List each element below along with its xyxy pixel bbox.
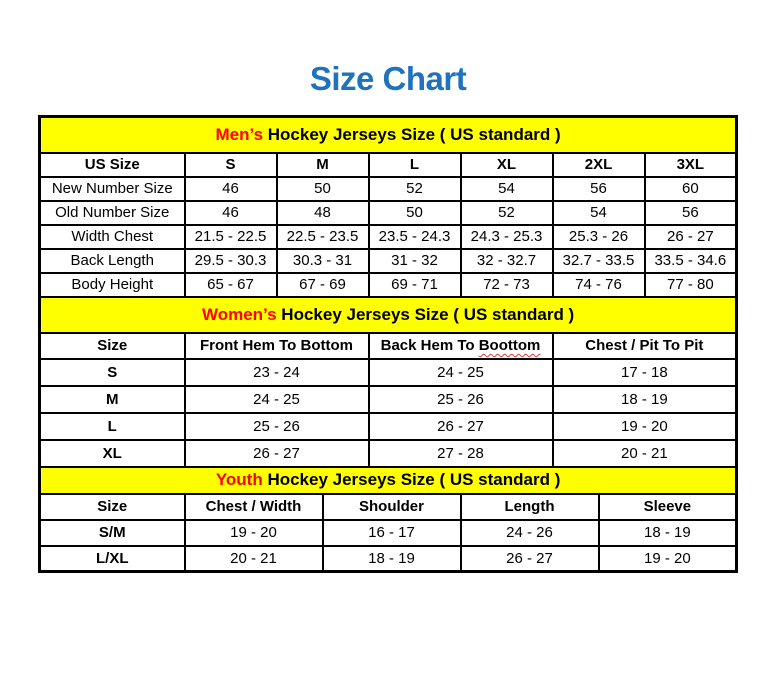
cell-value: 56 [645, 201, 737, 225]
column-header: Front Hem To Bottom [185, 333, 369, 359]
column-header: M [277, 153, 369, 177]
table-row [40, 386, 737, 413]
table-row [40, 177, 737, 201]
cell-value: 29.5 - 30.3 [185, 249, 277, 273]
cell-value: 25 - 26 [185, 413, 369, 440]
misspelled-word: Boottom [478, 337, 541, 354]
cell-value: 25.3 - 26 [553, 225, 645, 249]
column-header: Back Hem To Boottom [369, 333, 553, 359]
cell-value: 56 [553, 177, 645, 201]
section-band-row-youth [40, 467, 737, 494]
row-label: Body Height [40, 273, 185, 297]
cell-value: 74 - 76 [553, 273, 645, 297]
cell-value: 19 - 20 [553, 413, 737, 440]
cell-value: 67 - 69 [277, 273, 369, 297]
cell-value: 21.5 - 22.5 [185, 225, 277, 249]
cell-value: 22.5 - 23.5 [277, 225, 369, 249]
cell-value: 65 - 67 [185, 273, 277, 297]
row-label: S [40, 359, 185, 386]
row-label: Width Chest [40, 225, 185, 249]
table-row [40, 201, 737, 225]
cell-value: 60 [645, 177, 737, 201]
cell-value: 26 - 27 [185, 440, 369, 467]
cell-value: 19 - 20 [185, 520, 323, 546]
cell-value: 31 - 32 [369, 249, 461, 273]
cell-value: 69 - 71 [369, 273, 461, 297]
cell-value: 17 - 18 [553, 359, 737, 386]
cell-value: 26 - 27 [369, 413, 553, 440]
cell-value: 30.3 - 31 [277, 249, 369, 273]
row-label: XL [40, 440, 185, 467]
row-label: M [40, 386, 185, 413]
column-header: XL [461, 153, 553, 177]
header-row-youth [40, 494, 737, 520]
table-row [40, 440, 737, 467]
row-label: S/M [40, 520, 185, 546]
page-title: Size Chart [309, 60, 467, 97]
column-header: US Size [40, 153, 185, 177]
header-row-womens [40, 333, 737, 359]
section-band-text: Hockey Jerseys Size ( US standard ) [263, 124, 561, 144]
cell-value: 46 [185, 201, 277, 225]
cell-value: 24 - 25 [185, 386, 369, 413]
table-row [40, 546, 737, 572]
cell-value: 18 - 19 [323, 546, 461, 572]
cell-value: 50 [369, 201, 461, 225]
cell-value: 54 [461, 177, 553, 201]
column-header: L [369, 153, 461, 177]
cell-value: 20 - 21 [185, 546, 323, 572]
section-band-text: Hockey Jerseys Size ( US standard ) [276, 304, 575, 324]
section-band-accent: Youth [215, 470, 263, 489]
cell-value: 27 - 28 [369, 440, 553, 467]
cell-value: 46 [185, 177, 277, 201]
section-band [40, 467, 737, 494]
column-header: Shoulder [323, 494, 461, 520]
table-row [40, 249, 737, 273]
row-label: L/XL [40, 546, 185, 572]
cell-value: 48 [277, 201, 369, 225]
cell-value: 24 - 26 [461, 520, 599, 546]
cell-value: 18 - 19 [553, 386, 737, 413]
cell-value: 20 - 21 [553, 440, 737, 467]
column-header: 3XL [645, 153, 737, 177]
row-label: New Number Size [40, 177, 185, 201]
table-row [40, 413, 737, 440]
column-header: Size [40, 333, 185, 359]
cell-value: 50 [277, 177, 369, 201]
cell-value: 54 [553, 201, 645, 225]
row-label: Old Number Size [40, 201, 185, 225]
table-row [40, 225, 737, 249]
section-band-row-mens [40, 117, 737, 153]
section-band [40, 297, 737, 333]
cell-value: 24 - 25 [369, 359, 553, 386]
column-header: Sleeve [599, 494, 737, 520]
cell-value: 32.7 - 33.5 [553, 249, 645, 273]
section-band-row-womens [40, 297, 737, 333]
row-label: L [40, 413, 185, 440]
column-header: Size [40, 494, 185, 520]
cell-value: 25 - 26 [369, 386, 553, 413]
cell-value: 18 - 19 [599, 520, 737, 546]
size-chart-table [38, 115, 738, 573]
column-header: Chest / Pit To Pit [553, 333, 737, 359]
column-header: Length [461, 494, 599, 520]
section-band-accent: Women’s [201, 304, 277, 324]
cell-value: 33.5 - 34.6 [645, 249, 737, 273]
cell-value: 52 [369, 177, 461, 201]
table-row [40, 359, 737, 386]
cell-value: 32 - 32.7 [461, 249, 553, 273]
cell-value: 52 [461, 201, 553, 225]
section-band-text: Hockey Jerseys Size ( US standard ) [262, 470, 561, 489]
cell-value: 24.3 - 25.3 [461, 225, 553, 249]
cell-value: 16 - 17 [323, 520, 461, 546]
cell-value: 19 - 20 [599, 546, 737, 572]
column-header: S [185, 153, 277, 177]
cell-value: 26 - 27 [461, 546, 599, 572]
cell-value: 72 - 73 [461, 273, 553, 297]
section-band [40, 117, 737, 153]
column-header: 2XL [553, 153, 645, 177]
size-table-body [40, 117, 737, 572]
cell-value: 23 - 24 [185, 359, 369, 386]
cell-value: 23.5 - 24.3 [369, 225, 461, 249]
cell-value: 77 - 80 [645, 273, 737, 297]
row-label: Back Length [40, 249, 185, 273]
table-row [40, 520, 737, 546]
column-header: Chest / Width [185, 494, 323, 520]
header-row-mens [40, 153, 737, 177]
table-row [40, 273, 737, 297]
cell-value: 26 - 27 [645, 225, 737, 249]
section-band-accent: Men’s [215, 124, 264, 144]
